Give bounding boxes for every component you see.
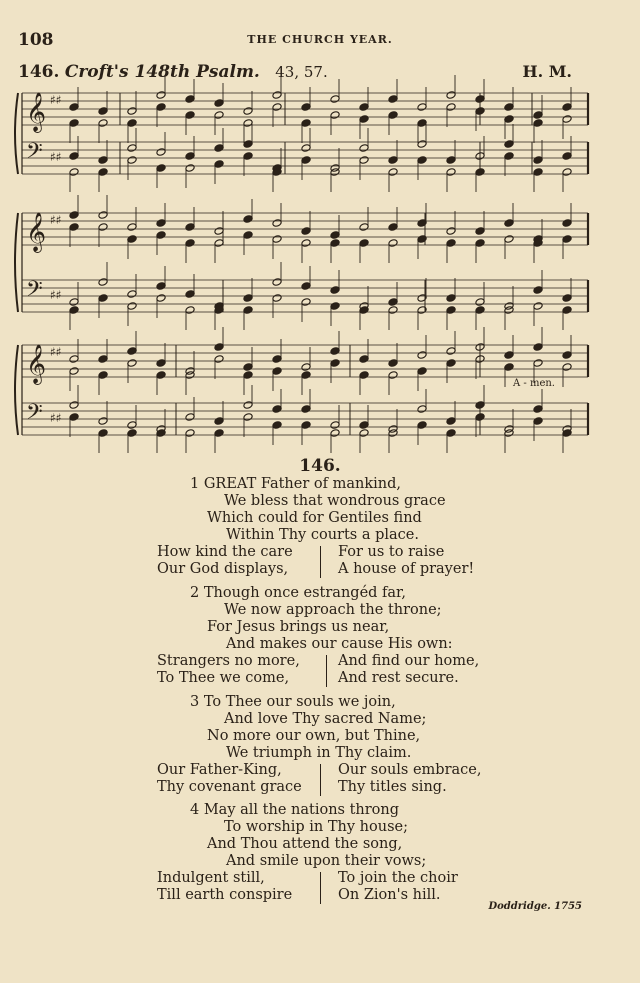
stanza-couplet-right: On Zion's hill. — [338, 887, 441, 903]
hymn-number: 146. — [299, 456, 341, 476]
note-head — [243, 107, 253, 116]
note-head — [301, 227, 311, 236]
music-score — [0, 0, 640, 460]
note-head — [98, 429, 108, 438]
note-head — [330, 347, 340, 356]
note-head — [98, 107, 108, 116]
note-head — [504, 103, 514, 112]
note-head — [301, 282, 311, 291]
note-head — [417, 294, 427, 303]
note-head — [156, 91, 166, 100]
note-head — [504, 115, 514, 124]
note-head — [359, 371, 369, 380]
note-head — [69, 355, 79, 364]
note-head — [562, 294, 572, 303]
note-head — [533, 359, 543, 368]
note-head — [388, 359, 398, 368]
note-head — [446, 429, 456, 438]
note-head — [388, 429, 398, 438]
stanza-couplet-left: Till earth conspire — [157, 887, 293, 903]
note-head — [504, 306, 514, 315]
note-head — [388, 156, 398, 165]
running-head: THE CHURCH YEAR. — [247, 33, 393, 46]
system-brace — [15, 213, 18, 312]
note-head — [98, 355, 108, 364]
note-head — [504, 219, 514, 228]
note-head — [243, 413, 253, 422]
note-head — [301, 156, 311, 165]
note-head — [504, 140, 514, 149]
stanza-couplet-right: And rest secure. — [338, 670, 459, 686]
note-head — [272, 367, 282, 376]
note-head — [214, 144, 224, 153]
tune-references: 43, 57. — [275, 63, 328, 81]
couplet-divider — [320, 872, 321, 904]
note-head — [69, 223, 79, 232]
note-head — [127, 107, 137, 116]
note-head — [185, 111, 195, 120]
note-head — [272, 355, 282, 364]
note-head — [127, 144, 137, 153]
note-head — [185, 164, 195, 173]
note-head — [330, 302, 340, 311]
note-head — [388, 306, 398, 315]
note-head — [243, 119, 253, 128]
note-head — [475, 107, 485, 116]
bass-clef: 𝄢 — [26, 139, 43, 169]
note-head — [214, 355, 224, 364]
note-head — [417, 351, 427, 360]
note-head — [185, 306, 195, 315]
music-systems — [15, 75, 588, 453]
stanza-line: And makes our cause His own: — [226, 636, 453, 652]
note-head — [243, 363, 253, 372]
key-signature: ♯♯ — [50, 288, 62, 302]
note-head — [156, 164, 166, 173]
note-head — [214, 111, 224, 120]
note-head — [127, 429, 137, 438]
note-head — [562, 115, 572, 124]
couplet-divider — [320, 764, 321, 796]
note-head — [330, 111, 340, 120]
stanza-couplet-left: How kind the care — [157, 544, 293, 560]
note-head — [446, 239, 456, 248]
note-head — [127, 235, 137, 244]
note-head — [156, 294, 166, 303]
note-head — [301, 421, 311, 430]
couplet-divider — [320, 546, 321, 578]
stanza-line: No more our own, but Thine, — [207, 728, 421, 744]
note-head — [562, 103, 572, 112]
note-head — [562, 219, 572, 228]
note-head — [272, 405, 282, 414]
bass-clef: 𝄢 — [26, 277, 43, 307]
note-head — [330, 429, 340, 438]
system-brace — [15, 93, 18, 174]
note-head — [69, 168, 79, 177]
note-head — [272, 91, 282, 100]
note-head — [98, 278, 108, 287]
note-head — [446, 306, 456, 315]
note-head — [446, 294, 456, 303]
tune-number: 146. — [18, 62, 60, 82]
note-head — [475, 401, 485, 410]
note-head — [533, 302, 543, 311]
note-head — [243, 306, 253, 315]
note-head — [214, 429, 224, 438]
note-head — [127, 290, 137, 299]
stanza-line: And smile upon their vows; — [226, 853, 427, 869]
note-head — [214, 417, 224, 426]
note-head — [243, 152, 253, 161]
note-head — [98, 168, 108, 177]
note-head — [330, 95, 340, 104]
note-head — [359, 421, 369, 430]
stanza-line: 1 GREAT Father of mankind, — [190, 476, 401, 492]
note-head — [533, 111, 543, 120]
stanza-couplet-right: To join the choir — [338, 870, 458, 886]
note-head — [69, 306, 79, 315]
note-head — [330, 286, 340, 295]
stanza-line: We now approach the throne; — [224, 602, 442, 618]
stanza-couplet-left: Strangers no more, — [157, 653, 300, 669]
note-head — [301, 405, 311, 414]
note-head — [417, 119, 427, 128]
stanza-line: For Jesus brings us near, — [207, 619, 390, 635]
stanza-couplet-left: Our God displays, — [157, 561, 289, 577]
treble-clef: 𝄞 — [26, 92, 47, 132]
system-brace — [15, 345, 18, 435]
note-head — [330, 359, 340, 368]
note-head — [446, 359, 456, 368]
note-head — [359, 306, 369, 315]
note-head — [388, 223, 398, 232]
stanza-line: And Thou attend the song, — [207, 836, 403, 852]
note-head — [388, 371, 398, 380]
note-head — [214, 343, 224, 352]
note-head — [446, 103, 456, 112]
treble-clef: 𝄞 — [26, 212, 47, 252]
stanza-line: To worship in Thy house; — [224, 819, 408, 835]
note-head — [446, 347, 456, 356]
note-head — [417, 219, 427, 228]
note-head — [475, 298, 485, 307]
note-head — [243, 401, 253, 410]
note-head — [562, 168, 572, 177]
key-signature: ♯♯ — [50, 345, 62, 359]
note-head — [243, 294, 253, 303]
tune-name: Croft's 148th Psalm. — [64, 62, 260, 82]
note-head — [98, 156, 108, 165]
stanza-couplet-left: To Thee we come, — [157, 670, 290, 686]
stanza-line: Which could for Gentiles find — [207, 510, 422, 526]
note-head — [185, 371, 195, 380]
note-head — [185, 223, 195, 232]
note-head — [417, 306, 427, 315]
stanza-line: And love Thy sacred Name; — [224, 711, 427, 727]
note-head — [272, 103, 282, 112]
note-head — [504, 429, 514, 438]
note-head — [388, 239, 398, 248]
key-signature: ♯♯ — [50, 411, 62, 425]
note-head — [69, 298, 79, 307]
note-head — [417, 156, 427, 165]
note-head — [98, 294, 108, 303]
note-head — [243, 215, 253, 224]
note-head — [533, 168, 543, 177]
note-head — [127, 302, 137, 311]
note-head — [475, 168, 485, 177]
note-head — [359, 355, 369, 364]
stanza-line: Within Thy courts a place. — [226, 527, 419, 543]
note-head — [533, 119, 543, 128]
note-head — [185, 239, 195, 248]
note-head — [272, 421, 282, 430]
note-head — [388, 298, 398, 307]
note-head — [98, 417, 108, 426]
note-head — [533, 286, 543, 295]
note-head — [388, 95, 398, 104]
note-head — [446, 417, 456, 426]
note-head — [156, 103, 166, 112]
note-head — [359, 144, 369, 153]
note-head — [446, 227, 456, 236]
note-head — [69, 413, 79, 422]
note-head — [446, 91, 456, 100]
note-head — [417, 421, 427, 430]
note-head — [301, 103, 311, 112]
stanza-couplet-right: For us to raise — [338, 544, 445, 560]
treble-clef: 𝄞 — [26, 344, 47, 384]
note-head — [359, 156, 369, 165]
key-signature: ♯♯ — [50, 213, 62, 227]
note-head — [301, 363, 311, 372]
note-head — [417, 367, 427, 376]
stanza-line: We triumph in Thy claim. — [226, 745, 412, 761]
note-head — [243, 231, 253, 240]
bass-clef: 𝄢 — [26, 400, 43, 430]
note-head — [359, 429, 369, 438]
note-head — [475, 95, 485, 104]
note-head — [388, 168, 398, 177]
note-head — [330, 421, 340, 430]
note-head — [98, 211, 108, 220]
key-signature: ♯♯ — [50, 150, 62, 164]
author-credit: Doddridge. 1755 — [488, 901, 582, 912]
note-head — [272, 219, 282, 228]
note-head — [127, 421, 137, 430]
note-head — [156, 429, 166, 438]
note-head — [301, 298, 311, 307]
note-head — [301, 239, 311, 248]
note-head — [98, 371, 108, 380]
note-head — [185, 95, 195, 104]
note-head — [185, 290, 195, 299]
note-head — [185, 413, 195, 422]
note-head — [562, 429, 572, 438]
note-head — [359, 103, 369, 112]
stanza-couplet-right: Thy titles sing. — [338, 779, 447, 795]
stanza-line: 2 Though once estrangéd far, — [190, 585, 406, 601]
note-head — [156, 231, 166, 240]
note-head — [98, 223, 108, 232]
note-head — [69, 119, 79, 128]
note-head — [127, 119, 137, 128]
key-signature: ♯♯ — [50, 93, 62, 107]
stanza-line: We bless that wondrous grace — [224, 493, 446, 509]
stanza-couplet-right: Our souls embrace, — [338, 762, 482, 778]
note-head — [185, 152, 195, 161]
note-head — [533, 417, 543, 426]
note-head — [330, 231, 340, 240]
note-head — [127, 156, 137, 165]
note-head — [359, 239, 369, 248]
stanza-couplet-left: Our Father-King, — [157, 762, 282, 778]
note-head — [69, 152, 79, 161]
note-head — [504, 363, 514, 372]
note-head — [446, 168, 456, 177]
note-head — [533, 405, 543, 414]
page-number: 108 — [18, 30, 54, 50]
note-head — [504, 152, 514, 161]
note-head — [388, 111, 398, 120]
note-head — [127, 347, 137, 356]
note-head — [475, 239, 485, 248]
note-head — [69, 103, 79, 112]
note-head — [127, 223, 137, 232]
meter: H. M. — [522, 62, 572, 81]
note-head — [156, 219, 166, 228]
note-head — [301, 119, 311, 128]
note-head — [359, 115, 369, 124]
note-head — [243, 371, 253, 380]
note-head — [562, 152, 572, 161]
note-head — [272, 278, 282, 287]
note-head — [330, 168, 340, 177]
note-head — [156, 359, 166, 368]
stanza-line: 3 To Thee our souls we join, — [190, 694, 396, 710]
note-head — [417, 140, 427, 149]
amen-label: A - men. — [513, 378, 555, 389]
note-head — [156, 148, 166, 157]
note-head — [214, 99, 224, 108]
note-head — [185, 429, 195, 438]
note-head — [504, 235, 514, 244]
stanza-line: 4 May all the nations throng — [190, 802, 400, 818]
note-head — [475, 227, 485, 236]
note-head — [562, 306, 572, 315]
stanza-couplet-left: Indulgent still, — [157, 870, 265, 886]
note-head — [475, 413, 485, 422]
note-head — [533, 343, 543, 352]
note-head — [359, 223, 369, 232]
note-head — [417, 405, 427, 414]
note-head — [156, 371, 166, 380]
stanza-couplet-right: And find our home, — [338, 653, 480, 669]
note-head — [156, 282, 166, 291]
stanza-couplet-right: A house of prayer! — [338, 561, 475, 577]
note-head — [475, 306, 485, 315]
note-head — [562, 235, 572, 244]
note-head — [562, 363, 572, 372]
note-head — [533, 156, 543, 165]
note-head — [562, 351, 572, 360]
note-head — [127, 359, 137, 368]
note-head — [301, 144, 311, 153]
note-head — [417, 235, 427, 244]
note-head — [417, 103, 427, 112]
note-head — [272, 235, 282, 244]
note-head — [446, 156, 456, 165]
note-head — [69, 367, 79, 376]
note-head — [69, 401, 79, 410]
note-head — [272, 294, 282, 303]
couplet-divider — [326, 655, 327, 687]
stanza-couplet-left: Thy covenant grace — [157, 779, 302, 795]
note-head — [330, 239, 340, 248]
note-head — [504, 351, 514, 360]
note-head — [69, 211, 79, 220]
note-head — [98, 119, 108, 128]
note-head — [243, 140, 253, 149]
note-head — [301, 371, 311, 380]
note-head — [214, 160, 224, 169]
